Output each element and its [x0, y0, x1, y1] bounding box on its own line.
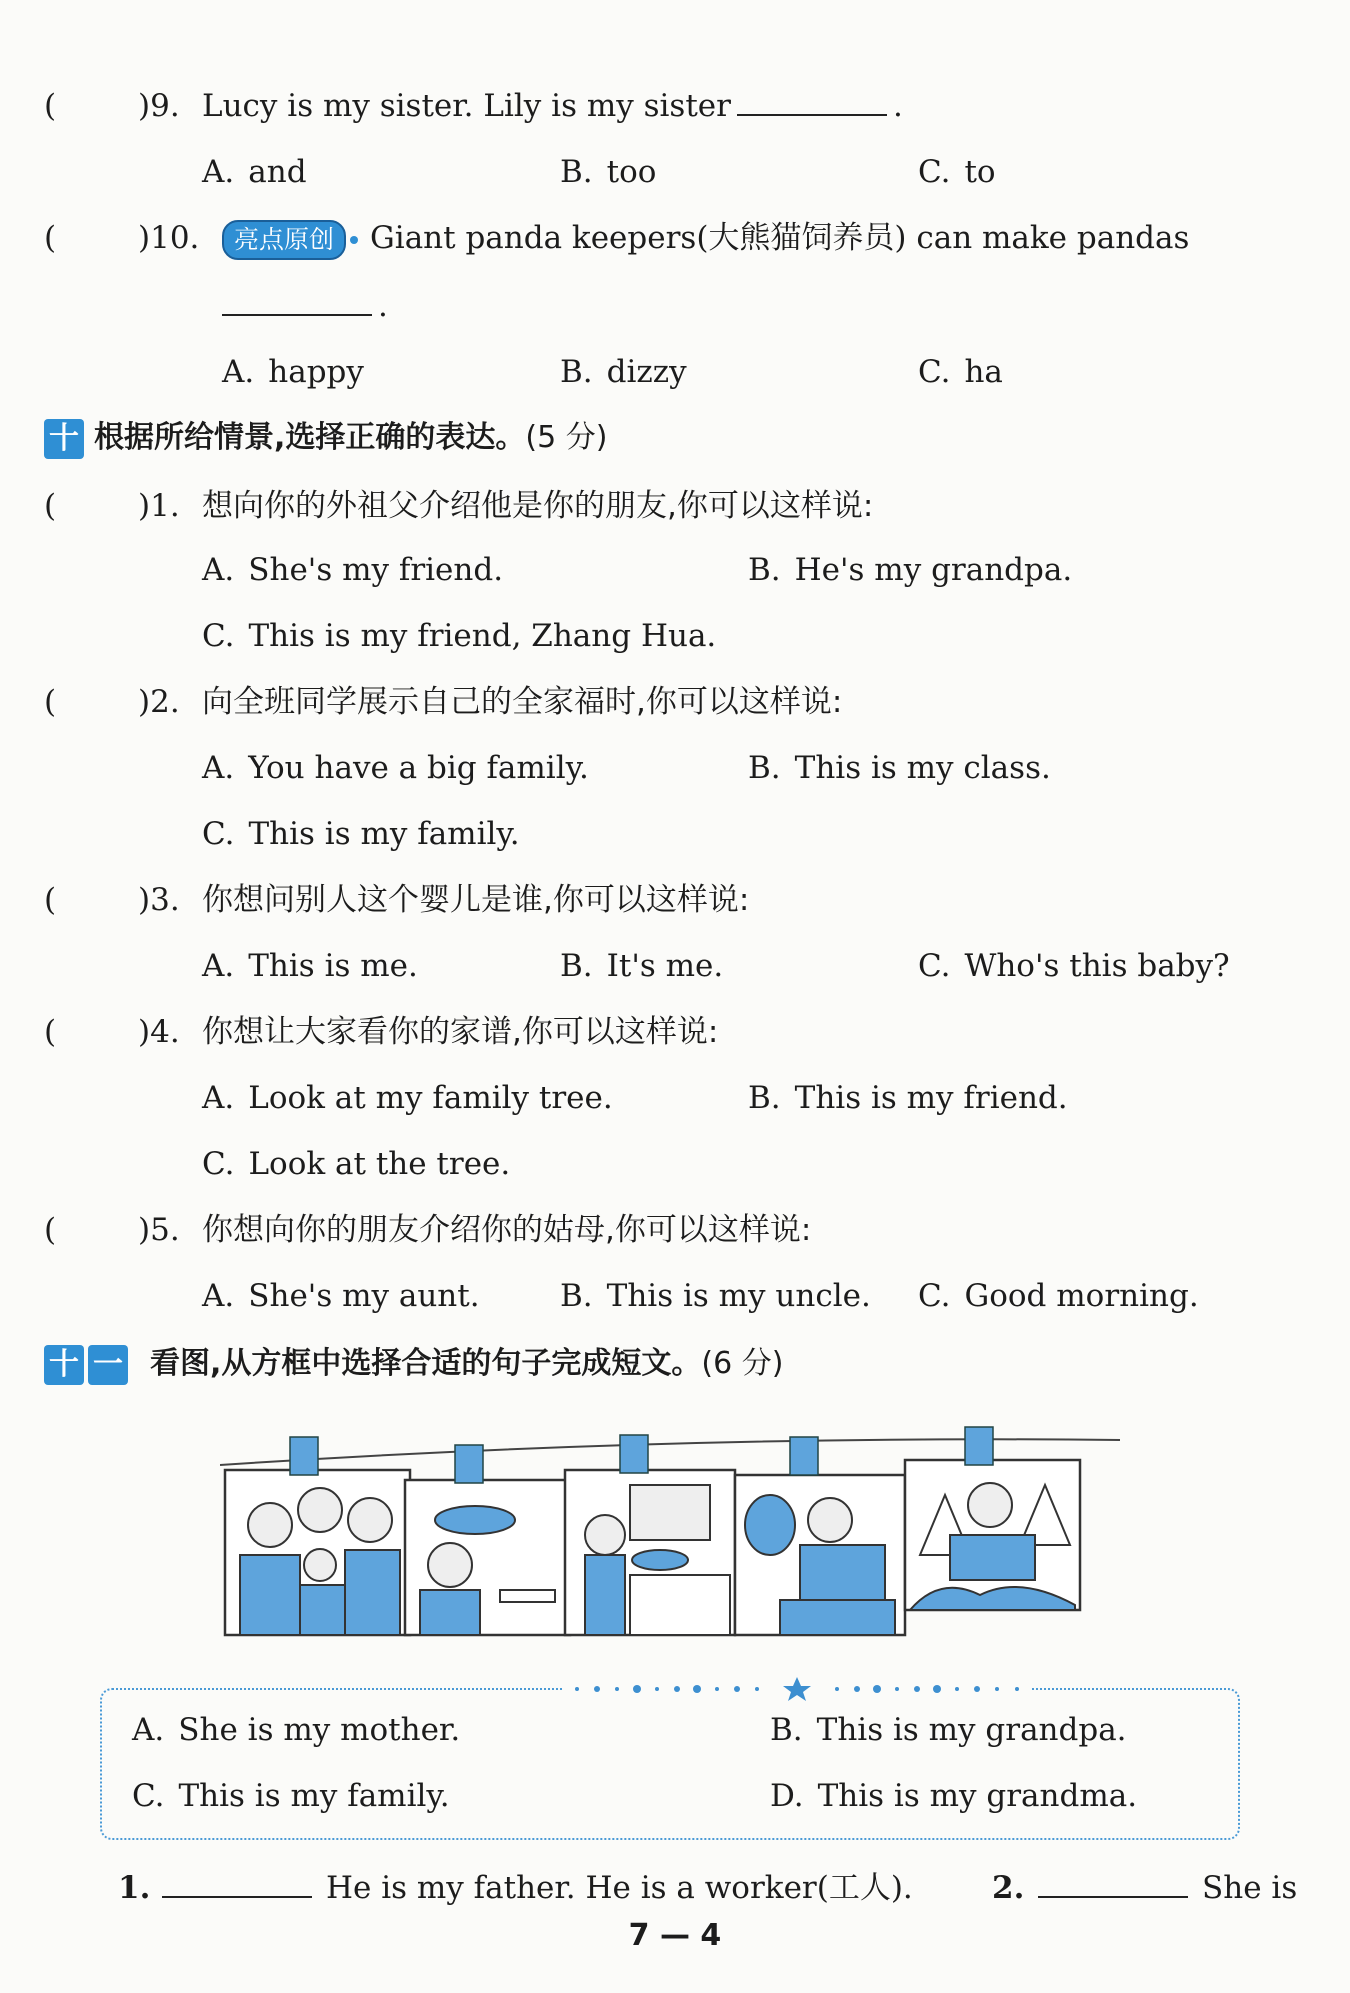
question-number: )2.: [138, 684, 180, 720]
passage-text-1: He is my father. He is a worker(工人).: [326, 1870, 913, 1906]
box-option-b: [770, 1700, 1127, 1760]
option-letter: C.: [918, 154, 951, 190]
option-text: ha: [964, 354, 1003, 390]
option-letter: C.: [132, 1778, 165, 1814]
question-number: )3.: [138, 882, 180, 918]
question-9: [0, 76, 1350, 136]
option-letter: C.: [202, 816, 235, 852]
option-b[interactable]: [560, 1266, 871, 1326]
option-b[interactable]: [748, 540, 1072, 600]
question-number: )10.: [138, 220, 200, 256]
option-a[interactable]: [202, 540, 503, 600]
option-letter: B.: [560, 354, 593, 390]
option-letter: C.: [202, 1146, 235, 1182]
section-11-header: [44, 1342, 783, 1386]
option-text: You have a big family.: [248, 750, 589, 786]
answer-blank[interactable]: [222, 278, 372, 316]
option-letter: D.: [770, 1778, 804, 1814]
s10-q4-options-row2: [0, 1134, 1350, 1194]
box-decoration-icon: [562, 1676, 1032, 1702]
question-text-line2: [222, 276, 388, 336]
option-a[interactable]: [202, 1068, 613, 1128]
original-badge: 亮点原创: [222, 220, 346, 260]
option-b[interactable]: [748, 738, 1051, 798]
option-text: This is my family.: [248, 816, 520, 852]
s10-question-2: [0, 672, 1350, 732]
passage-number-1: 1.: [118, 1870, 151, 1906]
question-text: 想向你的外祖父介绍他是你的朋友,你可以这样说:: [202, 488, 874, 524]
option-text: Who's this baby?: [964, 948, 1230, 984]
option-text: This is my class.: [794, 750, 1051, 786]
option-text: too: [606, 154, 657, 190]
option-letter: B.: [560, 154, 593, 190]
option-text: This is my grandpa.: [816, 1712, 1127, 1748]
photo-family-icon: [225, 1437, 410, 1635]
option-letter: C.: [918, 948, 951, 984]
question-number: )1.: [138, 488, 180, 524]
s10-q3-options: [0, 936, 1350, 996]
photo-grandma-reading-icon: [735, 1437, 905, 1635]
option-c[interactable]: [918, 142, 996, 202]
section-title: 看图,从方框中选择合适的句子完成短文。: [150, 1346, 702, 1381]
answer-paren-open[interactable]: (: [44, 1212, 57, 1248]
passage-line: [0, 1858, 1350, 1918]
question-text-after: .: [892, 88, 903, 124]
answer-paren-open[interactable]: (: [44, 684, 57, 720]
option-text: This is my friend, Zhang Hua.: [248, 618, 717, 654]
option-b[interactable]: [748, 1068, 1068, 1128]
option-letter: B.: [770, 1712, 803, 1748]
section-score: (6 分): [701, 1346, 784, 1381]
option-letter: A.: [132, 1712, 165, 1748]
answer-paren-open[interactable]: (: [44, 882, 57, 918]
option-a[interactable]: [202, 738, 589, 798]
option-letter: C.: [918, 1278, 951, 1314]
page-number: 7 — 4: [628, 1918, 722, 1953]
option-a[interactable]: [222, 342, 364, 402]
question-text: [202, 76, 903, 136]
option-text: This is my grandma.: [817, 1778, 1138, 1814]
option-c[interactable]: [202, 1134, 510, 1194]
photo-man-lamp-icon: [405, 1445, 570, 1635]
option-b[interactable]: [560, 142, 656, 202]
s10-q5-options: [0, 1266, 1350, 1326]
option-letter: B.: [748, 552, 781, 588]
answer-paren-open[interactable]: (: [44, 88, 57, 124]
family-photos-illustration: [220, 1425, 1120, 1645]
option-letter: B.: [748, 750, 781, 786]
s10-q4-options-row1: [0, 1068, 1350, 1128]
s10-question-5: [0, 1200, 1350, 1260]
box-option-a: [132, 1700, 460, 1760]
option-text: This is me.: [248, 948, 418, 984]
passage-blank-1[interactable]: [162, 1860, 312, 1898]
section-title: 根据所给情景,选择正确的表达。: [94, 420, 526, 455]
box-option-c: [132, 1766, 450, 1826]
s10-q2-options-row1: [0, 738, 1350, 798]
badge-dot-icon: [350, 236, 358, 244]
option-text: Look at my family tree.: [248, 1080, 613, 1116]
options-box: [100, 1688, 1240, 1840]
option-letter: C.: [202, 618, 235, 654]
answer-paren-open[interactable]: (: [44, 220, 57, 256]
s10-q1-options-row2: [0, 606, 1350, 666]
option-b[interactable]: [560, 342, 687, 402]
option-letter: C.: [918, 354, 951, 390]
option-c[interactable]: [918, 936, 1230, 996]
s10-q2-options-row2: [0, 804, 1350, 864]
section-number-2: 一: [88, 1345, 128, 1385]
option-text: This is my uncle.: [606, 1278, 871, 1314]
option-text: She's my friend.: [248, 552, 504, 588]
question-10-options: [0, 342, 1350, 402]
question-number: )9.: [138, 88, 180, 124]
question-9-options: [0, 142, 1350, 202]
question-text: 你想向你的朋友介绍你的姑母,你可以这样说:: [202, 1212, 812, 1248]
s10-question-1: [0, 476, 1350, 536]
option-text: Look at the tree.: [248, 1146, 511, 1182]
question-10: [0, 208, 1350, 268]
question-text: 向全班同学展示自己的全家福时,你可以这样说:: [202, 684, 843, 720]
s10-question-4: [0, 1002, 1350, 1062]
option-text: It's me.: [606, 948, 724, 984]
question-number: )5.: [138, 1212, 180, 1248]
option-text: He's my grandpa.: [794, 552, 1073, 588]
option-letter: A.: [202, 1278, 235, 1314]
s10-q1-options-row1: [0, 540, 1350, 600]
section-10-header: [44, 416, 607, 460]
passage-segment-2: [1038, 1858, 1297, 1918]
passage-number-2: 2.: [992, 1870, 1025, 1906]
question-number: )4.: [138, 1014, 180, 1050]
passage-text-2: She is: [1202, 1870, 1298, 1906]
question-10-line2: [0, 276, 1350, 336]
section-number: 十: [44, 419, 84, 459]
option-letter: B.: [560, 1278, 593, 1314]
option-letter: A.: [202, 948, 235, 984]
option-text: This is my family.: [178, 1778, 450, 1814]
option-letter: A.: [202, 750, 235, 786]
photo-grandpa-gardening-icon: [905, 1427, 1080, 1610]
question-text: 你想问别人这个婴儿是谁,你可以这样说:: [202, 882, 750, 918]
question-text: 你想让大家看你的家谱,你可以这样说:: [202, 1014, 719, 1050]
option-text: dizzy: [606, 354, 687, 390]
option-c[interactable]: [918, 342, 1003, 402]
option-a[interactable]: [202, 1266, 480, 1326]
option-letter: A.: [222, 354, 255, 390]
option-text: She's my aunt.: [248, 1278, 480, 1314]
answer-paren-open[interactable]: (: [44, 488, 57, 524]
option-text: happy: [268, 354, 364, 390]
answer-paren-open[interactable]: (: [44, 1014, 57, 1050]
question-text: [222, 208, 1189, 268]
option-letter: B.: [560, 948, 593, 984]
passage-blank-2[interactable]: [1038, 1860, 1188, 1898]
option-c[interactable]: [918, 1266, 1199, 1326]
option-c[interactable]: [202, 804, 520, 864]
question-text-before: Lucy is my sister. Lily is my sister: [202, 88, 731, 124]
option-letter: A.: [202, 1080, 235, 1116]
option-text: to: [964, 154, 996, 190]
option-text: and: [248, 154, 307, 190]
box-option-d: [770, 1766, 1137, 1826]
option-letter: A.: [202, 154, 235, 190]
option-a[interactable]: [202, 936, 418, 996]
passage-segment-1: [162, 1858, 913, 1918]
option-letter: A.: [202, 552, 235, 588]
answer-blank[interactable]: [737, 78, 887, 116]
section-score: (5 分): [525, 420, 608, 455]
option-letter: B.: [748, 1080, 781, 1116]
section-number-1: 十: [44, 1345, 84, 1385]
option-text: This is my friend.: [794, 1080, 1068, 1116]
option-b[interactable]: [560, 936, 723, 996]
option-text: She is my mother.: [178, 1712, 461, 1748]
option-c[interactable]: [202, 606, 716, 666]
option-a[interactable]: [202, 142, 307, 202]
option-text: Good morning.: [964, 1278, 1199, 1314]
s10-question-3: [0, 870, 1350, 930]
question-text-main: Giant panda keepers(大熊猫饲养员) can make pandas: [370, 220, 1190, 256]
question-text-after: .: [378, 288, 388, 324]
photo-woman-cooking-icon: [565, 1435, 735, 1635]
